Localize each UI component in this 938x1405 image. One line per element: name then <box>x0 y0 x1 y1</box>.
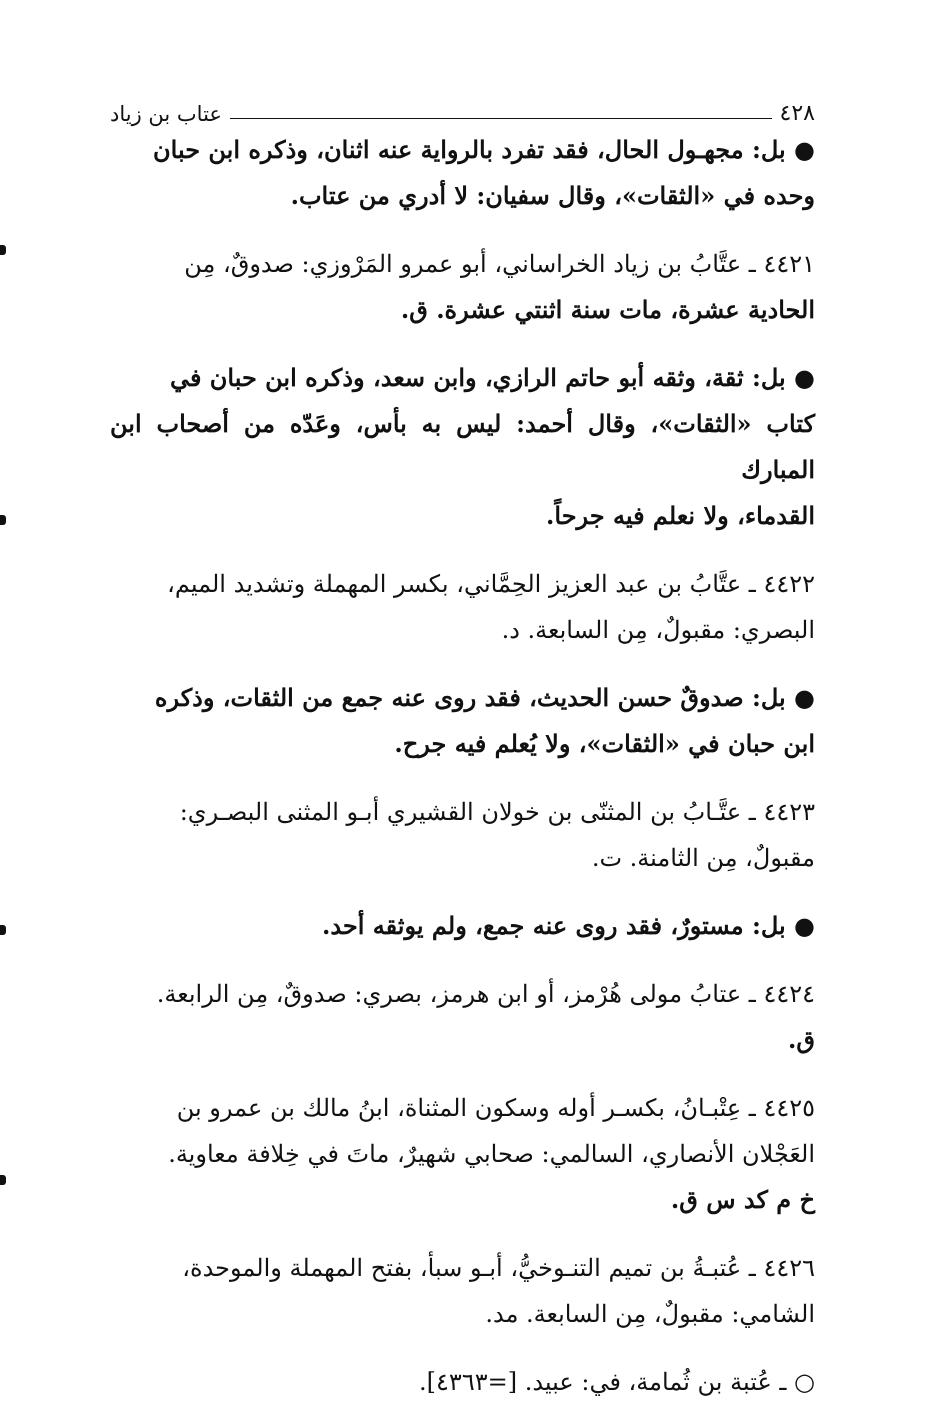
margin-mark <box>0 925 6 935</box>
text-line: العَجْلان الأنصاري، السالمي: صحابي شهيرٌ، ماتَ في خِلافة معاوية. <box>168 1140 815 1168</box>
text-line: ٤٤٢١ ـ عتَّابُ بن زياد الخراساني، أبو عمرو المَرْوزي: صدوقٌ، مِن <box>184 250 815 278</box>
entry-gap <box>110 219 815 241</box>
entry-gap <box>110 949 815 971</box>
biography-entry <box>110 971 815 1063</box>
running-title: عتاب بن زياد <box>110 102 222 126</box>
entry-gap <box>110 767 815 789</box>
text-line: الشامي: مقبولٌ، مِن السابعة. مد. <box>485 1300 815 1328</box>
commentary-note <box>110 127 815 219</box>
text-line: ● بل: مستورٌ، فقد روى عنه جمع، ولم يوثقه أحد. <box>321 911 815 940</box>
commentary-note <box>110 355 815 539</box>
entry-gap <box>110 333 815 355</box>
page-header <box>110 85 815 125</box>
text-line: مقبولٌ، مِن الثامنة. ت. <box>591 844 815 872</box>
text-line: ٤٤٢٣ ـ عتَّـابُ بن المثنّى بن خولان القشيري أبـو المثنى البصـري: <box>179 798 815 826</box>
commentary-note <box>110 675 815 767</box>
header-rule <box>230 118 772 119</box>
entry-gap <box>110 539 815 561</box>
text-line: وحده في «الثقات»، وقال سفيان: لا أدري من عتاب. <box>290 181 815 210</box>
entry-gap <box>110 1223 815 1245</box>
biography-entry <box>110 1245 815 1337</box>
entry-gap <box>110 1337 815 1359</box>
text-line: ٤٤٢٢ ـ عتَّابُ بن عبد العزيز الحِمَّاني، بكسر المهملة وتشديد الميم، <box>167 570 815 598</box>
text-line: البصري: مقبولٌ، مِن السابعة. د. <box>501 616 815 644</box>
biography-entry <box>110 241 815 333</box>
margin-mark <box>0 245 6 255</box>
margin-mark <box>0 515 6 525</box>
text-line: الحادية عشرة، مات سنة اثنتي عشرة. ق. <box>400 295 815 324</box>
text-line: خ م كد س ق. <box>670 1185 815 1214</box>
cross-reference <box>110 1359 815 1405</box>
text-line: ٤٤٢٤ ـ عتابُ مولى هُرْمز، أو ابن هرمز، بصري: صدوقٌ، مِن الرابعة. <box>156 980 815 1008</box>
entry-gap <box>110 881 815 903</box>
biography-entry <box>110 789 815 881</box>
text-line: كتاب «الثقات»، وقال أحمد: ليس به بأس، وعَدّه من أصحاب ابن المبارك <box>110 409 816 484</box>
commentary-note <box>110 903 815 949</box>
book-page <box>110 85 815 1405</box>
text-line: ابن حبان في «الثقات»، ولا يُعلم فيه جرح. <box>394 729 815 758</box>
text-line: ● بل: مجهـول الحال، فقد تفرد بالرواية عنه اثنان، وذكره ابن حبان <box>153 135 815 164</box>
text-line: ○ ـ عُتبة بن ثُمامة، في: عبيد. [=٤٣٦٣]. <box>419 1368 815 1396</box>
page-number: ٤٢٨ <box>779 101 815 126</box>
entries-list <box>110 127 815 1405</box>
biography-entry <box>110 561 815 653</box>
text-line: ق. <box>788 1025 815 1054</box>
entry-gap <box>110 653 815 675</box>
margin-mark <box>0 1175 6 1185</box>
biography-entry <box>110 1085 815 1223</box>
text-line: القدماء، ولا نعلم فيه جرحاً. <box>546 501 815 530</box>
text-line: ● بل: ثقة، وثقه أبو حاتم الرازي، وابن سعد، وذكره ابن حبان في <box>169 363 815 392</box>
text-line: ٤٤٢٥ ـ عِتْبـانُ، بكسـر أوله وسكون المثناة، ابنُ مالك بن عمرو بن <box>176 1094 815 1122</box>
text-line: ٤٤٢٦ ـ عُتبـةُ بن تميم التنـوخيُّ، أبـو سبأ، بفتح المهملة والموحدة، <box>182 1254 815 1282</box>
text-line: ● بل: صدوقٌ حسن الحديث، فقد روى عنه جمع من الثقات، وذكره <box>154 683 815 712</box>
entry-gap <box>110 1063 815 1085</box>
